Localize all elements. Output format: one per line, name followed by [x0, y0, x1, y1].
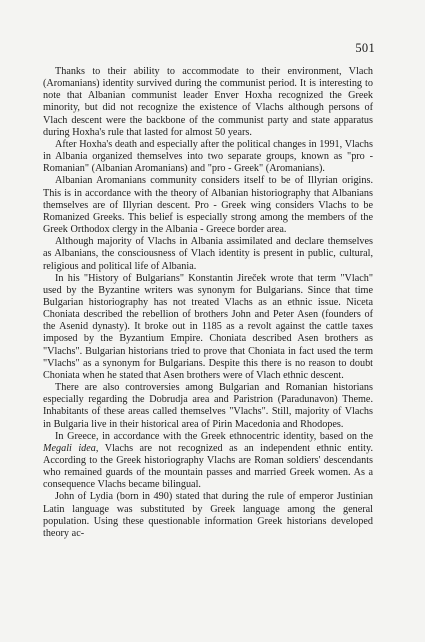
paragraph-bulgarian-history: In his "History of Bulgarians" Konstantin Jireček wrote that term "Vlach" used by the Byzantine writers was synonym for Bulgarians. Since that time Bulgarian historiography has not treated Vlachs as an ethnic issue. Niceta Choniata described the rebellion of brothers John and Peter Asen (founders of the Asenid dynasty). It broke out in 1185 as a revolt against the cattle taxes imposed by the Byzantium Empire. Choniata described Asen brothers as "Vlachs". Bulgarian historians tried to prove that Choniata in fact used the term "Vlachs" as a synonym for Bulgarians. Despite this there is no reason to doubt Choniata when he stated that Asen brothers were of Vlach ethnic descent. [43, 272, 373, 381]
paragraph-illyrian-origins: Albanian Aromanians community considers itself to be of Illyrian origins. This is in accordance with the theory of Albanian historiography that Albanians themselves are of Illyrian descent. Pro - Greek wing considers Vlachs to be Romanized Greeks. This belief is especially strong among the members of the Greek Orthodox clergy in the Albania - Greece border area. [43, 175, 373, 236]
megali-idea-emphasis: Megali idea [43, 442, 96, 454]
paragraph-greece [43, 431, 373, 492]
paragraph-assimilation: Although majority of Vlachs in Albania assimilated and declare themselves as Albanians, the consciousness of Vlach identity is present in public, cultural, religious and political life of Albania. [43, 236, 373, 272]
page-number: 501 [355, 41, 375, 55]
paragraph-communist-period: Thanks to their ability to accommodate to their environment, Vlach (Aromanians) identity survived during the communist period. It is interesting to note that Albanian communist leader Enver Hoxha recognized the Greek minority, but did not recognize the existence of Vlachs although persons of Vlach descent were the backbone of the communist party and state apparatus during Hoxha's rule that lasted for almost 50 years. [43, 66, 373, 138]
body-text [43, 66, 373, 540]
paragraph-john-of-lydia: John of Lydia (born in 490) stated that during the rule of emperor Justinian Latin language was substituted by Greek language among the general population. Using these questionable information Greek historians developed theory ac- [43, 491, 373, 539]
greece-text-after: , Vlachs are not recognized as an independent ethnic entity. According to the Greek historiography Vlachs are Roman soldiers' descendants who remained guards of the mountain passes and married Greek women. As a consequence Vlachs became bilingual. [43, 442, 373, 491]
paragraph-after-hoxha: After Hoxha's death and especially after the political changes in 1991, Vlachs in Albania organized themselves into two separate groups, known as "pro - Romanian" (Albanian Aromanians) and "pro - Greek" (Aromanians). [43, 138, 373, 175]
greece-text-before: In Greece, in accordance with the Greek ethnocentric identity, based on the [55, 430, 373, 442]
paragraph-dobrudja-controversy: There are also controversies among Bulgarian and Romanian historians especially regarding the Dobrudja area and Paristrion (Paradunavon) Theme. Inhabitants of these areas called themselves "Vlachs". Still, majority of Vlachs in Bulgaria live in their historical area of Pirin Macedonia and Rhodopes. [43, 382, 373, 430]
